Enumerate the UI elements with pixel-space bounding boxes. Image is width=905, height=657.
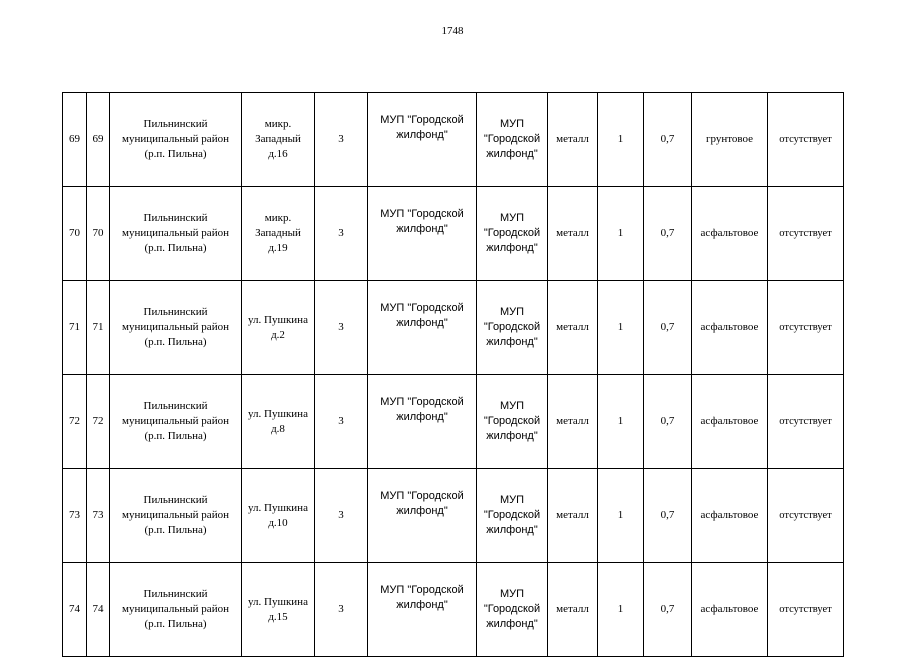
cell-manager-line: жилфонд" <box>486 336 538 348</box>
cell-manager-line: "Городской <box>483 509 541 521</box>
cell-volume: 0,7 <box>644 563 692 657</box>
cell-owner <box>368 563 477 657</box>
cell-manager <box>477 375 548 469</box>
cell-manager-line: "Городской <box>483 603 541 615</box>
cell-address-line: ул. Пушкина <box>248 407 308 420</box>
cell-row-number: 74 <box>63 563 87 657</box>
cell-count: 3 <box>315 93 368 187</box>
page-number: 1748 <box>441 25 464 37</box>
cell-count: 3 <box>315 469 368 563</box>
cell-quantity: 1 <box>598 375 644 469</box>
cell-surface: асфальтовое <box>692 281 768 375</box>
cell-count: 3 <box>315 187 368 281</box>
cell-address-line: ул. Пушкина <box>248 595 308 608</box>
cell-manager-line: МУП <box>499 118 525 130</box>
cell-manager-line: "Городской <box>483 227 541 239</box>
cell-address-line: д.15 <box>268 610 288 623</box>
cell-surface: асфальтовое <box>692 187 768 281</box>
cell-row-number: 71 <box>63 281 87 375</box>
cell-district <box>110 563 242 657</box>
cell-material: металл <box>548 93 598 187</box>
cell-district-line: муниципальный район <box>122 321 229 333</box>
cell-volume: 0,7 <box>644 281 692 375</box>
cell-address-line: ул. Пушкина <box>248 313 308 326</box>
cell-owner-line: МУП "Городской <box>380 490 464 502</box>
cell-index-number: 71 <box>87 281 110 375</box>
cell-address <box>242 187 315 281</box>
cell-owner-line: жилфонд" <box>396 317 448 329</box>
cell-manager-line: "Городской <box>483 321 541 333</box>
cell-district <box>110 469 242 563</box>
cell-manager-line: жилфонд" <box>486 242 538 254</box>
cell-district-line: муниципальный район <box>122 603 229 615</box>
cell-material: металл <box>548 469 598 563</box>
cell-district-line: (р.п. Пильна) <box>144 524 207 536</box>
cell-district <box>110 281 242 375</box>
cell-owner-line: МУП "Городской <box>380 302 464 314</box>
cell-owner-line: жилфонд" <box>396 411 448 423</box>
cell-district-line: муниципальный район <box>122 227 229 239</box>
cell-index-number: 70 <box>87 187 110 281</box>
cell-address <box>242 563 315 657</box>
cell-row-number: 72 <box>63 375 87 469</box>
table-row <box>63 563 844 657</box>
cell-owner <box>368 187 477 281</box>
cell-address-line: Западный <box>255 227 301 239</box>
cell-material: металл <box>548 187 598 281</box>
cell-row-number: 73 <box>63 469 87 563</box>
cell-manager <box>477 281 548 375</box>
cell-manager-line: "Городской <box>483 133 541 145</box>
cell-manager-line: МУП <box>499 306 525 318</box>
cell-address-line: д.10 <box>268 516 288 529</box>
cell-district-line: муниципальный район <box>122 509 229 521</box>
cell-district-line: (р.п. Пильна) <box>144 336 207 348</box>
cell-district <box>110 93 242 187</box>
cell-index-number: 73 <box>87 469 110 563</box>
cell-material: металл <box>548 375 598 469</box>
table-row <box>63 281 844 375</box>
cell-quantity: 1 <box>598 93 644 187</box>
cell-manager-line: МУП <box>499 212 525 224</box>
cell-address-line: д.16 <box>268 148 288 160</box>
cell-district-line: (р.п. Пильна) <box>144 242 207 254</box>
cell-manager-line: МУП <box>499 400 525 412</box>
cell-address-line: микр. <box>264 212 292 224</box>
cell-manager-line: МУП <box>499 588 525 600</box>
cell-surface: асфальтовое <box>692 469 768 563</box>
cell-quantity: 1 <box>598 563 644 657</box>
cell-address-line: д.2 <box>271 328 285 341</box>
cell-district-line: Пильнинский <box>143 400 208 412</box>
cell-material: металл <box>548 563 598 657</box>
cell-surface: грунтовое <box>692 93 768 187</box>
cell-district-line: Пильнинский <box>143 212 208 224</box>
cell-owner-line: жилфонд" <box>396 505 448 517</box>
cell-volume: 0,7 <box>644 187 692 281</box>
cell-owner-line: жилфонд" <box>396 223 448 235</box>
table-row <box>63 187 844 281</box>
cell-manager-line: жилфонд" <box>486 618 538 630</box>
cell-fence: отсутствует <box>768 93 844 187</box>
cell-fence: отсутствует <box>768 281 844 375</box>
cell-index-number: 69 <box>87 93 110 187</box>
cell-index-number: 74 <box>87 563 110 657</box>
cell-manager-line: МУП <box>499 494 525 506</box>
table-row <box>63 469 844 563</box>
cell-manager-line: жилфонд" <box>486 430 538 442</box>
registry-table <box>62 92 844 657</box>
cell-index-number: 72 <box>87 375 110 469</box>
cell-district-line: (р.п. Пильна) <box>144 618 207 630</box>
cell-address-line: Западный <box>255 133 301 145</box>
cell-row-number: 69 <box>63 93 87 187</box>
table-body <box>63 93 844 657</box>
cell-district-line: (р.п. Пильна) <box>144 148 207 160</box>
cell-count: 3 <box>315 563 368 657</box>
cell-address <box>242 375 315 469</box>
cell-fence: отсутствует <box>768 375 844 469</box>
cell-owner <box>368 375 477 469</box>
cell-manager-line: "Городской <box>483 415 541 427</box>
cell-fence: отсутствует <box>768 563 844 657</box>
table-row <box>63 93 844 187</box>
cell-district-line: Пильнинский <box>143 494 208 506</box>
cell-district-line: Пильнинский <box>143 118 208 130</box>
cell-address <box>242 93 315 187</box>
cell-district-line: (р.п. Пильна) <box>144 430 207 442</box>
cell-manager <box>477 469 548 563</box>
table-row <box>63 375 844 469</box>
cell-quantity: 1 <box>598 469 644 563</box>
cell-manager <box>477 563 548 657</box>
cell-address-line: д.8 <box>271 422 285 435</box>
cell-manager <box>477 93 548 187</box>
cell-count: 3 <box>315 281 368 375</box>
cell-district-line: муниципальный район <box>122 133 229 145</box>
cell-surface: асфальтовое <box>692 563 768 657</box>
cell-district <box>110 375 242 469</box>
cell-address <box>242 469 315 563</box>
cell-address-line: д.19 <box>268 242 288 254</box>
cell-quantity: 1 <box>598 281 644 375</box>
cell-surface: асфальтовое <box>692 375 768 469</box>
cell-owner <box>368 93 477 187</box>
cell-row-number: 70 <box>63 187 87 281</box>
cell-owner-line: жилфонд" <box>396 599 448 611</box>
cell-volume: 0,7 <box>644 469 692 563</box>
cell-owner <box>368 281 477 375</box>
cell-fence: отсутствует <box>768 469 844 563</box>
cell-quantity: 1 <box>598 187 644 281</box>
cell-owner-line: МУП "Городской <box>380 584 464 596</box>
cell-district-line: Пильнинский <box>143 306 208 318</box>
cell-volume: 0,7 <box>644 375 692 469</box>
cell-manager <box>477 187 548 281</box>
cell-district-line: муниципальный район <box>122 415 229 427</box>
cell-count: 3 <box>315 375 368 469</box>
cell-address <box>242 281 315 375</box>
cell-owner-line: жилфонд" <box>396 129 448 141</box>
cell-owner-line: МУП "Городской <box>380 396 464 408</box>
cell-volume: 0,7 <box>644 93 692 187</box>
cell-address-line: ул. Пушкина <box>248 501 308 514</box>
cell-district-line: Пильнинский <box>143 588 208 600</box>
cell-manager-line: жилфонд" <box>486 148 538 160</box>
cell-manager-line: жилфонд" <box>486 524 538 536</box>
cell-district <box>110 187 242 281</box>
cell-address-line: микр. <box>264 118 292 130</box>
cell-owner-line: МУП "Городской <box>380 114 464 126</box>
cell-fence: отсутствует <box>768 187 844 281</box>
cell-owner <box>368 469 477 563</box>
cell-material: металл <box>548 281 598 375</box>
cell-owner-line: МУП "Городской <box>380 208 464 220</box>
